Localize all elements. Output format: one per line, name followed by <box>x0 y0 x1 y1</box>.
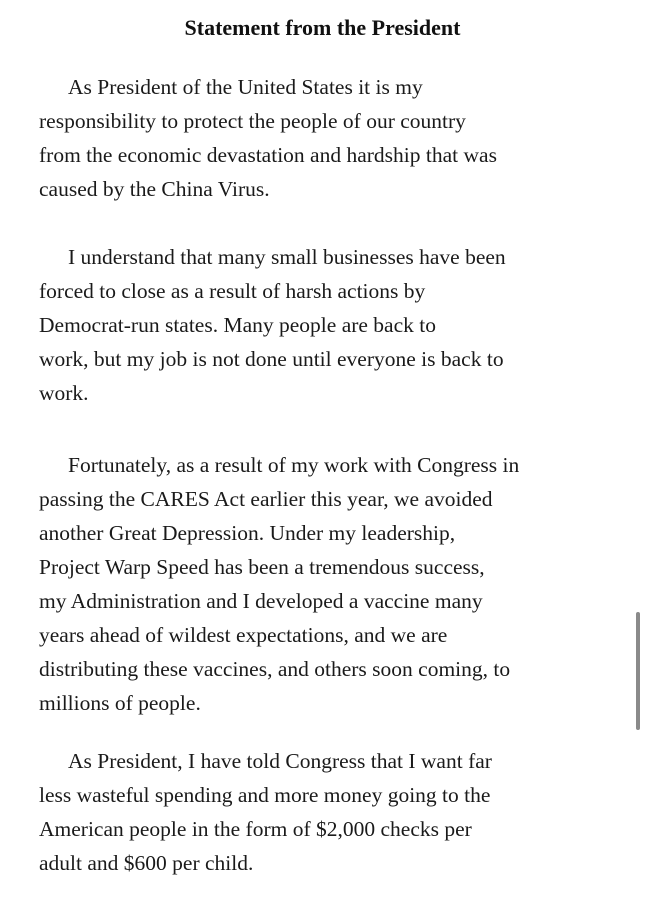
paragraph-3 <box>39 448 614 720</box>
paragraph-1 <box>39 70 614 206</box>
paragraph-line: distributing these vaccines, and others soon coming, to <box>39 657 511 681</box>
paragraph-line: Democrat-run states. Many people are back to <box>39 313 436 337</box>
paragraph-line: less wasteful spending and more money going to the <box>39 783 491 807</box>
paragraph-line: responsibility to protect the people of our country <box>39 109 466 133</box>
paragraph-line: another Great Depression. Under my leadership, <box>39 521 456 545</box>
paragraph-line: passing the CARES Act earlier this year, we avoided <box>39 487 493 511</box>
paragraph-line: from the economic devastation and hardship that was <box>39 143 497 167</box>
paragraph-line: work. <box>39 381 89 405</box>
paragraph-line: my Administration and I developed a vaccine many <box>39 589 483 613</box>
paragraph-4 <box>39 744 614 880</box>
paragraph-line: I understand that many small businesses have been <box>68 245 506 269</box>
paragraph-line: As President, I have told Congress that I want far <box>68 749 492 773</box>
paragraph-line: work, but my job is not done until everyone is back to <box>39 347 504 371</box>
paragraph-line: years ahead of wildest expectations, and we are <box>39 623 448 647</box>
paragraph-line: adult and $600 per child. <box>39 851 254 875</box>
paragraph-line: caused by the China Virus. <box>39 177 270 201</box>
paragraph-line: American people in the form of $2,000 checks per <box>39 817 472 841</box>
paragraph-line: millions of people. <box>39 691 201 715</box>
paragraph-line: Project Warp Speed has been a tremendous success, <box>39 555 485 579</box>
document-title: Statement from the President <box>184 15 461 40</box>
paragraph-line: Fortunately, as a result of my work with Congress in <box>68 453 520 477</box>
paragraph-line: forced to close as a result of harsh actions by <box>39 279 426 303</box>
paragraph-line: As President of the United States it is my <box>68 75 423 99</box>
vertical-scrollbar[interactable] <box>636 612 640 730</box>
paragraph-2 <box>39 240 614 410</box>
